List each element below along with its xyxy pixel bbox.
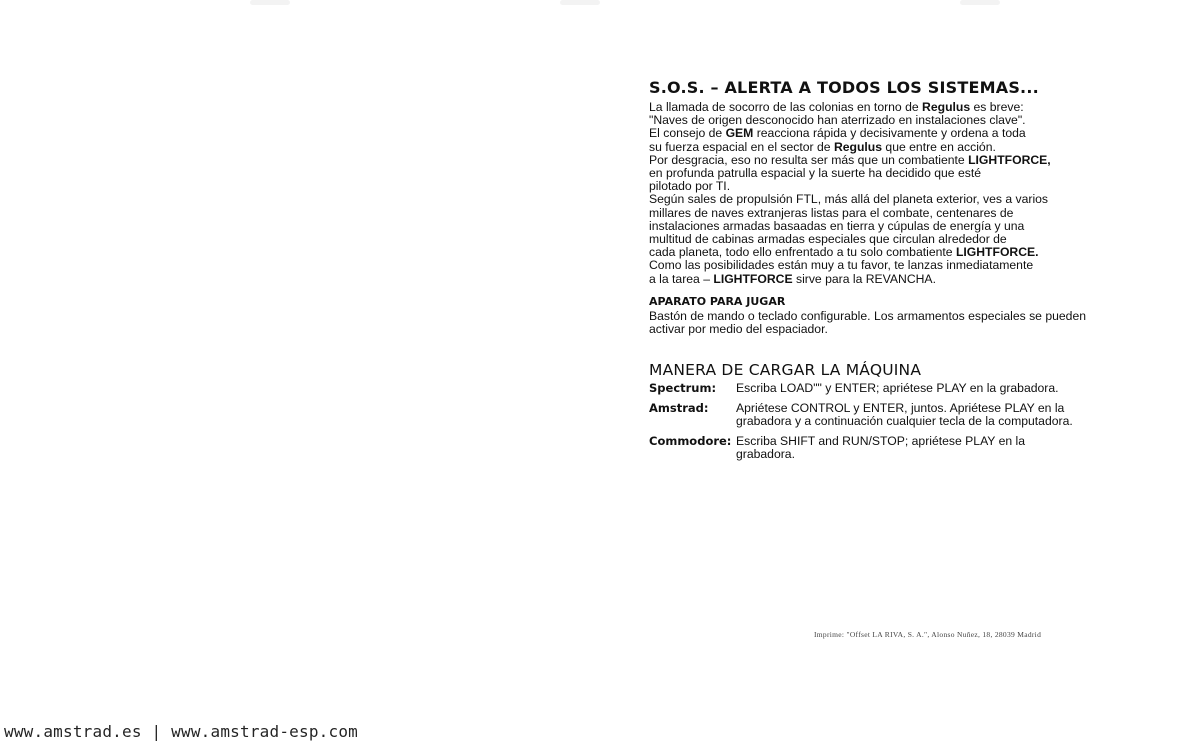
printer-credit: Imprime: "Offset LA RIVA, S. A.", Alonso Nuñez, 18, 28039 Madrid bbox=[814, 630, 1042, 639]
loading-heading: MANERA DE CARGAR LA MÁQUINA bbox=[649, 361, 922, 380]
text-segment: en profunda patrulla espacial y la suerte ha decidido que esté bbox=[649, 166, 981, 181]
emphasis-text: LIGHTFORCE bbox=[713, 271, 793, 286]
emphasis-text: Regulus bbox=[833, 139, 883, 154]
apparatus-text: Bastón de mando o teclado configurable. Los armamentos especiales se pueden activar por medio del espaciador. bbox=[649, 308, 1087, 337]
text-segment: es breve: bbox=[970, 100, 1024, 114]
text-segment: reacciona rápida y decisivamente y ordena a toda bbox=[753, 126, 1026, 141]
fold-mark bbox=[960, 0, 1000, 5]
text-segment: instalaciones armadas basaadas en tierra y cúpulas de energía y una bbox=[649, 218, 1025, 233]
intro-line bbox=[649, 273, 1089, 286]
text-segment: millares de naves extranjeras listas para el combate, centenares de bbox=[649, 205, 1014, 220]
text-segment: su fuerza espacial en el sector de bbox=[649, 139, 834, 154]
loading-row-commodore bbox=[649, 435, 1089, 462]
instructions-column bbox=[649, 78, 1089, 468]
emphasis-text: GEM bbox=[725, 126, 754, 141]
text-segment: que entre en acción. bbox=[882, 139, 996, 154]
text-segment: Por desgracia, eso no resulta ser más que un combatiente bbox=[649, 152, 969, 167]
page-title: S.O.S. – ALERTA A TODOS LOS SISTEMAS... bbox=[649, 78, 1039, 97]
intro-text bbox=[649, 101, 1089, 286]
text-segment: Como las posibilidades están muy a tu favor, te lanzas inmediatamente bbox=[649, 258, 1034, 273]
loading-row-amstrad bbox=[649, 402, 1089, 429]
apparatus-heading: APARATO PARA JUGAR bbox=[649, 294, 786, 308]
text-segment: cada planeta, todo ello enfrentado a tu solo combatiente bbox=[649, 245, 956, 260]
text-segment: Según sales de propulsión FTL, más allá del planeta exterior, ves a varios bbox=[649, 192, 1049, 207]
loading-instructions: Escriba SHIFT and RUN/STOP; apriétese PLAY en la grabadora. bbox=[736, 433, 1026, 462]
text-segment: multitud de cabinas armadas especiales que circulan alrededor de bbox=[649, 232, 1007, 247]
loading-instructions: Escriba LOAD"" y ENTER; apriétese PLAY en la grabadora. bbox=[736, 381, 1059, 396]
system-label: Amstrad: bbox=[649, 400, 709, 415]
fold-mark bbox=[250, 0, 290, 5]
site-watermark: www.amstrad.es | www.amstrad-esp.com bbox=[4, 722, 358, 741]
fold-mark bbox=[560, 0, 600, 5]
system-label: Spectrum: bbox=[649, 381, 717, 396]
emphasis-text: LIGHTFORCE. bbox=[955, 245, 1039, 260]
loading-instructions: Apriétese CONTROL y ENTER, juntos. Apriétese PLAY en la grabadora y a continuación cualquier tecla de la computadora. bbox=[736, 400, 1073, 429]
emphasis-text: Regulus bbox=[922, 100, 971, 114]
text-segment: pilotado por TI. bbox=[649, 179, 731, 194]
loading-row-spectrum bbox=[649, 382, 1089, 396]
system-label: Commodore: bbox=[649, 433, 732, 448]
emphasis-text: LIGHTFORCE, bbox=[968, 152, 1051, 167]
text-segment: sirve para la REVANCHA. bbox=[792, 271, 936, 286]
text-segment: El consejo de bbox=[649, 126, 726, 141]
loading-list bbox=[649, 382, 1089, 462]
text-segment: "Naves de origen desconocido han aterrizado en instalaciones clave". bbox=[649, 113, 1026, 128]
text-segment: a la tarea – bbox=[649, 271, 714, 286]
text-segment: La llamada de socorro de las colonias en torno de bbox=[649, 100, 923, 114]
